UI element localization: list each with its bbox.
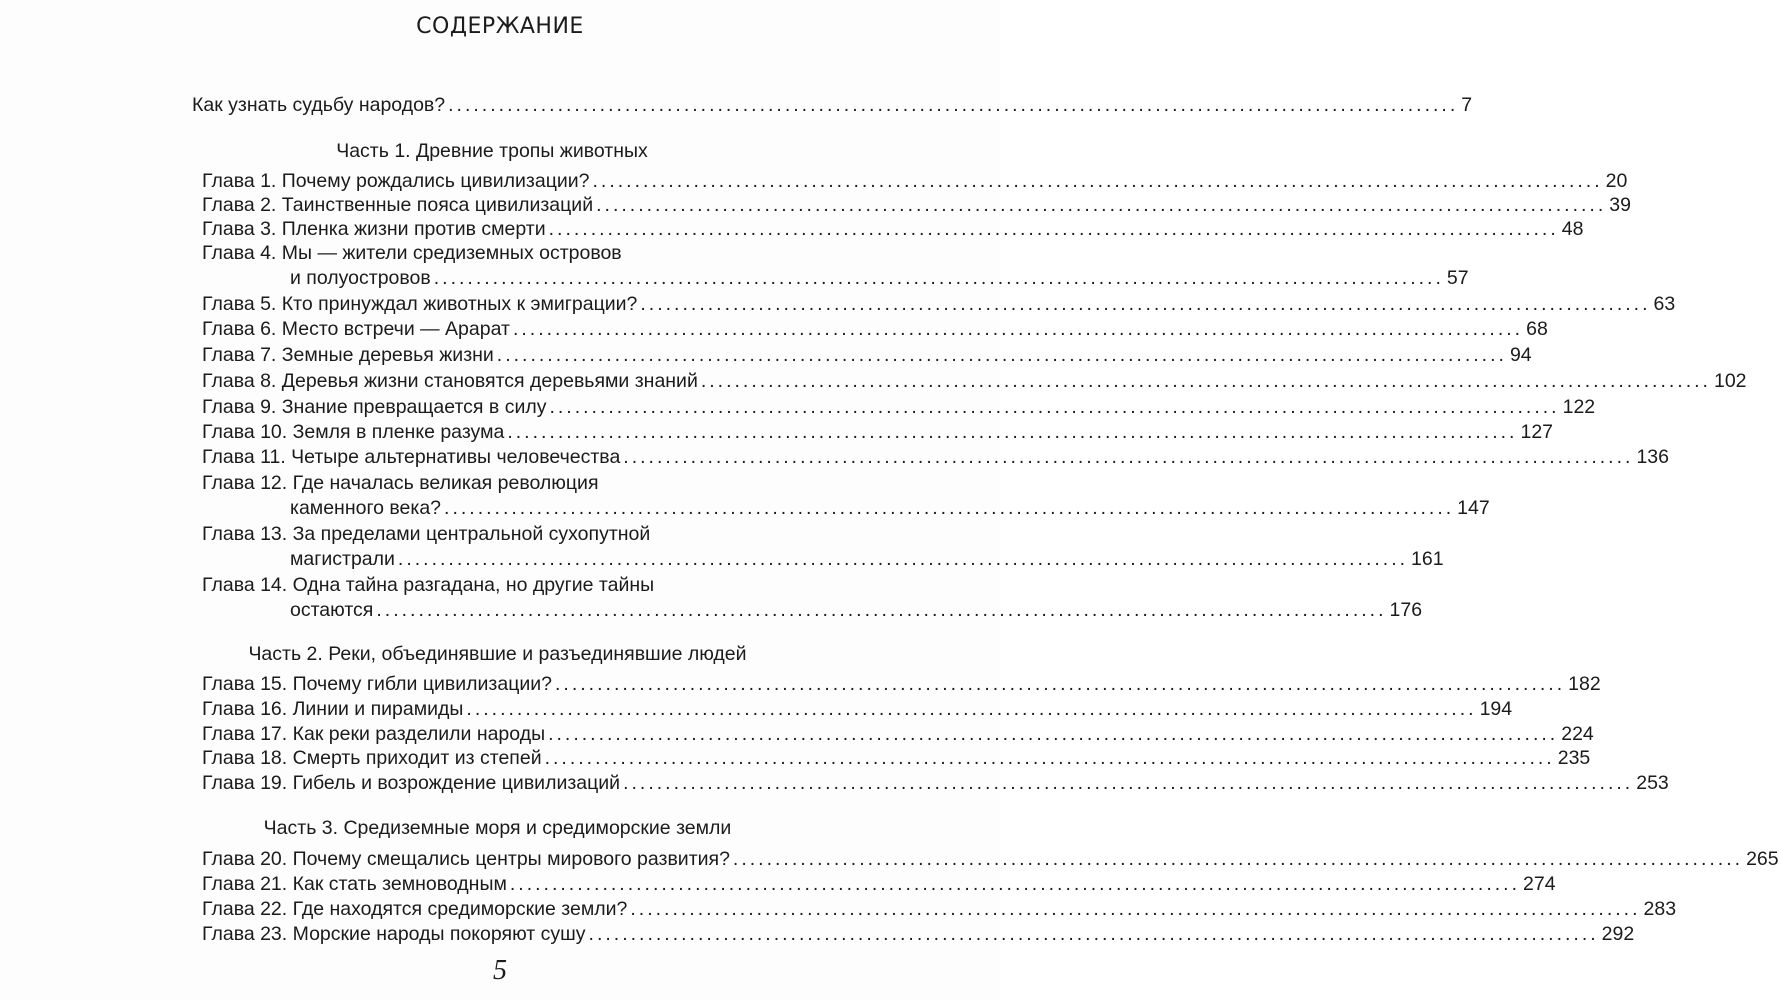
- toc-entry: [202, 444, 1669, 470]
- page-number: 5: [493, 955, 507, 986]
- toc-entry-continuation: [290, 495, 1490, 521]
- toc-entry-label: Глава 18. Смерть приходит из степей: [202, 747, 542, 769]
- toc-entry-label: Глава 8. Деревья жизни становятся деревьями знаний: [202, 370, 698, 392]
- toc-entry-page: 274: [1523, 873, 1556, 895]
- toc-entry-intro: [192, 92, 1473, 118]
- toc-entry-page: 194: [1479, 698, 1513, 720]
- toc-entry-label: Глава 17. Как реки разделили народы: [202, 723, 546, 745]
- toc-entry: [202, 896, 1677, 922]
- toc-entry-label: Глава 4. Мы — жители средиземных островов: [202, 242, 622, 264]
- toc-entry: [202, 168, 1628, 194]
- toc-entry-page: 147: [1457, 497, 1490, 519]
- page-title: СОДЕРЖАНИЕ: [416, 14, 584, 39]
- toc-entry: [202, 671, 1601, 697]
- toc-entry: [202, 394, 1596, 420]
- toc-entry-label: Глава 21. Как стать земноводным: [202, 873, 507, 895]
- dot-leader: ........................................................................................................................: [548, 723, 1559, 745]
- toc-entry-label: Глава 5. Кто принуждал животных к эмиграции?: [202, 293, 638, 315]
- toc-entry-label: Глава 23. Морские народы покоряют сушу: [202, 923, 586, 945]
- toc-entry: [202, 291, 1676, 317]
- toc-entry: [202, 216, 1584, 242]
- toc-entry: [202, 572, 793, 598]
- toc-entry-label: Глава 10. Земля в пленке разума: [202, 421, 505, 443]
- toc-entry: [202, 770, 1669, 796]
- dot-leader: ........................................................................................................................: [732, 848, 1744, 870]
- toc-entry: [202, 721, 1594, 747]
- dot-leader: ........................................................................................................................: [507, 421, 1518, 443]
- toc-entry-label: Глава 12. Где началась великая революция: [202, 472, 599, 494]
- toc-entry-label-cont: и полуостровов: [290, 267, 431, 289]
- dot-leader: ........................................................................................................................: [592, 170, 1603, 192]
- part-heading: Часть 1. Древние тропы животных: [336, 140, 648, 162]
- toc-entry-page: 7: [1461, 94, 1473, 116]
- toc-entry-page: 57: [1446, 267, 1469, 289]
- dot-leader: ........................................................................................................................: [588, 923, 1599, 945]
- dot-leader: ........................................................................................................................: [376, 599, 1387, 621]
- toc-entry-page: 176: [1389, 599, 1423, 621]
- toc-entry-page: 136: [1636, 446, 1669, 468]
- toc-entry: [202, 871, 1556, 897]
- toc-entry-page: 39: [1609, 194, 1631, 216]
- dot-leader: ........................................................................................................................: [509, 873, 1521, 895]
- toc-entry: [202, 745, 1591, 771]
- dot-leader: ........................................................................................................................: [397, 548, 1409, 570]
- toc-entry-page: 253: [1636, 772, 1669, 794]
- toc-entry: [202, 846, 1779, 872]
- toc-entry-page: 161: [1411, 548, 1444, 570]
- toc-entry-continuation: [290, 597, 1423, 623]
- toc-entry: [202, 521, 793, 547]
- toc-entry-page: 68: [1526, 318, 1548, 340]
- toc-entry-label: Глава 7. Земные деревья жизни: [202, 344, 494, 366]
- toc-entry-page: 127: [1520, 421, 1554, 443]
- toc-entry-label: Глава 22. Где находятся средиморские земли?: [202, 898, 628, 920]
- toc-entry: [202, 240, 793, 266]
- dot-leader: ........................................................................................................................: [448, 94, 1459, 116]
- toc-entry-label: Глава 15. Почему гибли цивилизации?: [202, 673, 553, 695]
- toc-entry-page: 235: [1557, 747, 1591, 769]
- toc-entry-label: Как узнать судьбу народов?: [192, 94, 446, 116]
- dot-leader: ........................................................................................................................: [623, 772, 1634, 794]
- toc-entry-label: Глава 3. Пленка жизни против смерти: [202, 218, 546, 240]
- toc-entry-page: 63: [1653, 293, 1676, 315]
- toc-entry-page: 102: [1713, 370, 1747, 392]
- part-heading: Часть 2. Реки, объединявшие и разъединявшие людей: [248, 643, 747, 665]
- toc-entry-label: Глава 9. Знание превращается в силу: [202, 396, 547, 418]
- toc-entry-continuation: [290, 546, 1444, 572]
- toc-entry: [202, 342, 1532, 368]
- toc-entry-page: 122: [1562, 396, 1596, 418]
- dot-leader: ........................................................................................................................: [596, 194, 1607, 216]
- toc-entry-page: 265: [1746, 848, 1779, 870]
- dot-leader: ........................................................................................................................: [444, 497, 1455, 519]
- toc-entry: [202, 192, 1631, 218]
- toc-entry-page: 224: [1561, 723, 1594, 745]
- toc-entry-page: 48: [1561, 218, 1584, 240]
- toc-entry-page: 182: [1568, 673, 1601, 695]
- dot-leader: ........................................................................................................................: [496, 344, 1507, 366]
- toc-entry: [202, 316, 1548, 342]
- toc-entry-continuation: [290, 265, 1469, 291]
- dot-leader: ........................................................................................................................: [548, 218, 1559, 240]
- toc-entry-label: Глава 13. За пределами центральной сухопутной: [202, 523, 651, 545]
- dot-leader: ........................................................................................................................: [630, 898, 1641, 920]
- dot-leader: ........................................................................................................................: [640, 293, 1651, 315]
- dot-leader: ........................................................................................................................: [433, 267, 1444, 289]
- dot-leader: ........................................................................................................................: [555, 673, 1566, 695]
- dot-leader: ........................................................................................................................: [549, 396, 1560, 418]
- toc-entry-label: Глава 19. Гибель и возрождение цивилизаций: [202, 772, 621, 794]
- toc-entry-label: Глава 6. Место встречи — Арарат: [202, 318, 510, 340]
- toc-entry-page: 292: [1601, 923, 1635, 945]
- toc-entry-label: Глава 11. Четыре альтернативы человечества: [202, 446, 621, 468]
- dot-leader: ........................................................................................................................: [544, 747, 1555, 769]
- toc-entry: [202, 921, 1635, 947]
- toc-entry-label: Глава 20. Почему смещались центры мирового развития?: [202, 848, 730, 870]
- toc-entry-label-cont: магистрали: [290, 548, 395, 570]
- dot-leader: ........................................................................................................................: [512, 318, 1524, 340]
- part-heading: Часть 3. Средиземные моря и средиморские земли: [263, 817, 732, 839]
- toc-entry-label-cont: каменного века?: [290, 497, 442, 519]
- toc-entry: [202, 696, 1513, 722]
- dot-leader: ........................................................................................................................: [623, 446, 1634, 468]
- dot-leader: ........................................................................................................................: [700, 370, 1711, 392]
- toc-entry-label-cont: остаются: [290, 599, 374, 621]
- toc-entry-page: 94: [1509, 344, 1532, 366]
- toc-entry-page: 283: [1643, 898, 1677, 920]
- toc-entry: [202, 368, 1747, 394]
- toc-entry: [202, 419, 1554, 445]
- toc-entry-label: Глава 16. Линии и пирамиды: [202, 698, 464, 720]
- dot-leader: ........................................................................................................................: [466, 698, 1477, 720]
- toc-entry: [202, 470, 793, 496]
- toc-entry-label: Глава 2. Таинственные пояса цивилизаций: [202, 194, 594, 216]
- toc-entry-label: Глава 1. Почему рождались цивилизации?: [202, 170, 590, 192]
- toc-entry-page: 20: [1605, 170, 1628, 192]
- toc-entry-label: Глава 14. Одна тайна разгадана, но другие тайны: [202, 574, 655, 596]
